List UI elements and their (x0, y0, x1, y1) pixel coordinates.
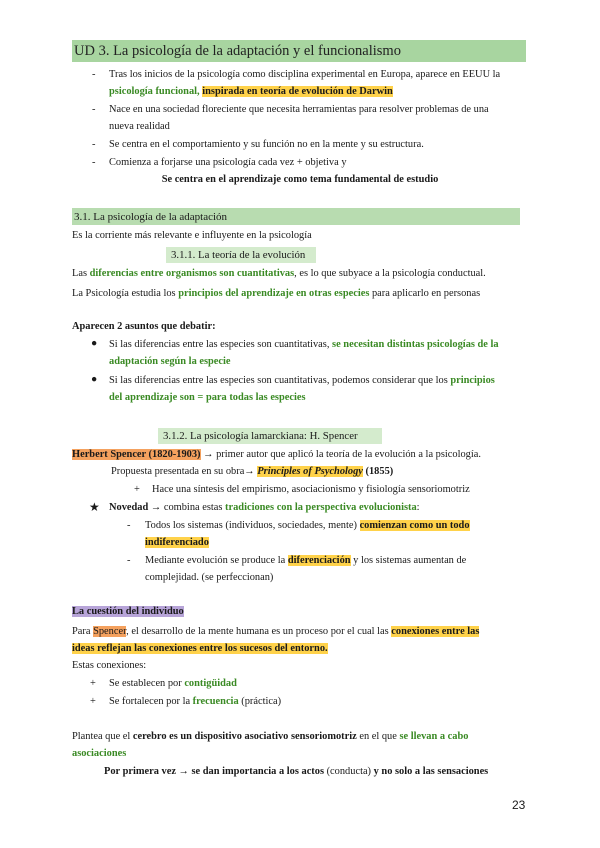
intro-bullet-1b (109, 86, 393, 97)
spencer-line3: Hace una síntesis del empirismo, asociacionismo y fisiología sensoriomotriz (152, 484, 470, 495)
subheading-3-1-2: 3.1.2. La psicología lamarckiana: H. Spencer (163, 430, 358, 442)
individuo-p1 (72, 626, 479, 637)
final-statement (104, 766, 488, 777)
dash-bullet: - (92, 157, 96, 168)
text: Si las diferencias entre las especies son cuantitativas, (109, 339, 333, 350)
text: para aplicarlo en personas (369, 288, 481, 299)
intro-bullet-3: Se centra en el comportamiento y su función no en la mente y su estructura. (109, 139, 424, 150)
novedad-1b (145, 537, 209, 548)
estas-conexiones: Estas conexiones: (72, 660, 147, 671)
text: y los sistemas aumentan de (350, 555, 467, 566)
dash-bullet: - (92, 69, 96, 80)
text: Mediante evolución se produce la (145, 555, 288, 566)
green-term: se necesitan distintas psicologías de la (332, 339, 499, 350)
conexion-2 (109, 696, 281, 707)
bullet-dot: ● (91, 338, 98, 349)
debate-2a (109, 375, 495, 386)
plus-bullet: + (90, 678, 96, 689)
subheading-3-1-1: 3.1.1. La teoría de la evolución (171, 249, 306, 261)
individuo-p2 (72, 643, 328, 654)
intro-bullet-1a: Tras los inicios de la psicología como disciplina experimental en Europa, aparece en EEUU la (109, 69, 501, 80)
dash-bullet: - (127, 520, 131, 531)
novedad-2b: complejidad. (se perfeccionan) (145, 572, 274, 583)
bullet-dot: ● (91, 374, 98, 385)
text: , es lo que subyace a la psicología conductual. (294, 268, 486, 279)
plantea-2: asociaciones (72, 748, 127, 759)
green-term: principios (450, 375, 495, 386)
text: Las (72, 268, 90, 279)
green-term: principios del aprendizaje en otras especies (178, 288, 370, 299)
text: Si las diferencias entre las especies son cuantitativas, podemos considerar que los (109, 375, 451, 386)
individuo-heading: La cuestión del individuo (72, 606, 184, 617)
page-title: UD 3. La psicología de la adaptación y el funcionalismo (74, 43, 401, 59)
highlight-spencer: Spencer (93, 626, 127, 637)
centered-statement: Se centra en el aprendizaje como tema fundamental de estudio (161, 174, 439, 185)
text: Para (72, 626, 94, 637)
dash-bullet: - (92, 139, 96, 150)
s31-p1 (72, 268, 486, 279)
dash-bullet: - (127, 555, 131, 566)
text: → primer autor que aplicó la teoría de la evolución a la psicología. (200, 449, 481, 460)
green-term: psicología funcional, (109, 86, 200, 97)
green-term: diferencias entre organismos son cuantitativas (89, 268, 295, 279)
highlight-darwin: inspirada en teoría de evolución de Darwin (202, 86, 393, 97)
text: → combina estas (148, 502, 226, 513)
text: Novedad (109, 502, 149, 513)
green-term: frecuencia (192, 696, 239, 707)
intro-bullet-2a: Nace en una sociedad floreciente que necesita herramientas para resolver problemas de una (109, 104, 489, 115)
text: (práctica) (238, 696, 282, 707)
spencer-line2 (111, 466, 393, 477)
text: Se establecen por (109, 678, 185, 689)
text: cerebro es un dispositivo asociativo sensoriomotriz (132, 731, 357, 742)
debate-heading: Aparecen 2 asuntos que debatir: (72, 321, 216, 332)
dash-bullet: - (92, 104, 96, 115)
text: y no solo a las sensaciones (373, 766, 489, 777)
text: Propuesta presentada en su obra→ (111, 466, 258, 477)
green-term: contigüidad (184, 678, 237, 689)
spencer-line1 (72, 449, 481, 460)
highlight-conexiones: conexiones entre las (391, 626, 480, 637)
text: Por primera vez → se dan importancia a los actos (104, 766, 324, 777)
text: Plantea que el (72, 731, 133, 742)
star-icon: ★ (89, 500, 100, 514)
text: Todos los sistemas (individuos, sociedades, mente) (145, 520, 360, 531)
debate-1a (109, 339, 499, 350)
text: (1855) (362, 466, 394, 477)
s31-p2 (72, 288, 480, 299)
text: Se fortalecen por la (109, 696, 193, 707)
conexion-1 (109, 678, 237, 689)
novedad-1a (145, 520, 470, 531)
page-number: 23 (512, 798, 526, 812)
plus-bullet: + (90, 696, 96, 707)
plantea-1 (72, 731, 468, 742)
intro-bullet-4: Comienza a forjarse una psicología cada vez + objetiva y (109, 157, 347, 168)
debate-2b: del aprendizaje son = para todas las especies (109, 392, 306, 403)
green-term: tradiciones con la perspectiva evolucionista (225, 502, 417, 513)
text: : (416, 502, 420, 513)
novedad-line (109, 502, 420, 513)
plus-bullet: + (134, 484, 140, 495)
highlight-spencer-dates: Herbert Spencer (1820-1903) (72, 449, 201, 460)
text: (conducta) (324, 766, 374, 777)
text: , el desarrollo de la mente humana es un proceso por el cual las (126, 626, 392, 637)
debate-1b: adaptación según la especie (109, 356, 231, 367)
highlight-diferenciacion: diferenciación (287, 555, 351, 566)
highlight-indiferenciado: indiferenciado (145, 537, 209, 548)
text: La Psicología estudia los (72, 288, 179, 299)
text: en el que (356, 731, 400, 742)
intro-bullet-2b: nueva realidad (109, 121, 170, 132)
highlight-ideas: ideas reflejan las conexiones entre los sucesos del entorno. (72, 643, 328, 654)
green-term: se llevan a cabo (399, 731, 469, 742)
highlight-todo: comienzan como un todo (359, 520, 470, 531)
section-heading-3-1: 3.1. La psicología de la adaptación (74, 211, 228, 223)
novedad-2a (145, 555, 466, 566)
highlight-book: Principles of Psychology (257, 466, 363, 477)
s31-line1: Es la corriente más relevante e influyente en la psicología (72, 230, 312, 241)
